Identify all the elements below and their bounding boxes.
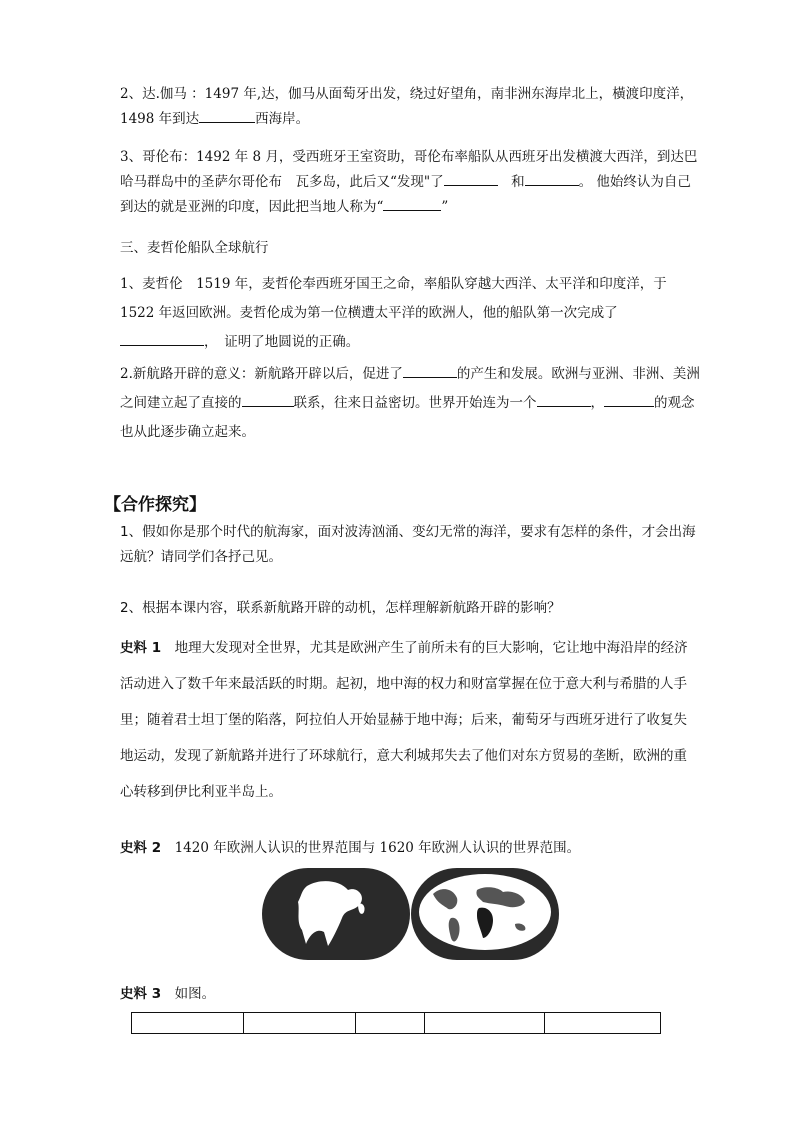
question-1: 1、假如你是那个时代的航海家，面对波涛汹涌、变幻无常的海洋，要求有怎样的条件，才会出海远航？请同学们各抒己见。	[120, 524, 696, 565]
columbus-text-end: ”	[441, 199, 449, 215]
paragraph-columbus	[120, 145, 700, 220]
answer-blank[interactable]	[242, 392, 294, 407]
answer-blank[interactable]	[383, 196, 441, 211]
significance-text-5: 的观念也从此逐步确立起来。	[120, 395, 695, 440]
significance-text: 2.新航路开辟的意义：新航路开辟以后，促进了	[120, 366, 403, 382]
magellan-text-end: ， 证明了地圆说的正确。	[204, 334, 360, 350]
section-title-magellan: 三、麦哲伦船队全球航行	[120, 240, 269, 256]
map-1420-drawing	[262, 868, 410, 960]
magellan-text: 1、麦哲伦 1519 年，麦哲伦奉西班牙国王之命，率船队穿越大西洋、太平洋和印度洋，于 1522 年返回欧洲。麦哲伦成为第一位横遭太平洋的欧洲人，他的船队第一次完成了	[120, 276, 667, 321]
table-cell	[424, 1013, 544, 1034]
question-2: 2、根据本课内容，联系新航路开辟的动机，怎样理解新航路开辟的影响？	[120, 600, 561, 616]
source-1-text: 地理大发现对全世界，尤其是欧洲产生了前所未有的巨大影响，它让地中海沿岸的经济活动进入了数千年来最活跃的时期。起初，地中海的权力和财富掌握在位于意大利与希腊的人手里；随着君士坦丁堡的陷落，阿拉伯人开始显赫于地中海；后来，葡萄牙与西班牙进行了收复失地运动，发现了新航路并进行了环球航行，意大利城邦失去了他们对东方贸易的垄断，欧洲的重心转移到伊比利亚半岛上。	[120, 640, 688, 800]
table-cell	[244, 1013, 356, 1034]
answer-blank[interactable]	[120, 331, 204, 346]
columbus-text-and: 和	[511, 174, 525, 190]
significance-text-3: 联系，往来日益密切。世界开始连为一个	[293, 395, 537, 411]
paragraph-magellan	[120, 270, 700, 357]
source-1	[120, 630, 700, 810]
paragraph-da-gama	[120, 82, 700, 132]
columbus-text-cont: 。 他始终认为自己到达的就是亚洲的印度，因此把当地人称为“	[120, 174, 691, 215]
map-1620-drawing	[411, 868, 559, 960]
source-3-text: 如图。	[174, 986, 216, 1002]
world-map-1620	[411, 868, 559, 960]
source-3-table	[131, 1012, 661, 1034]
da-gama-text-end: 西海岸。	[255, 111, 310, 127]
paragraph-significance	[120, 360, 700, 447]
table-cell	[544, 1013, 660, 1034]
source-3	[120, 984, 700, 1004]
source-2-label: 史料 2	[120, 840, 162, 856]
source-3-label: 史料 3	[120, 986, 162, 1002]
section-heading-cooperative: 【合作探究】	[104, 495, 206, 515]
answer-blank[interactable]	[525, 171, 579, 186]
significance-text-4: ，	[590, 395, 604, 411]
da-gama-text: 2、达.伽马 ：1497 年,达，伽马从面萄牙出发，绕过好望角，南非洲东海岸北上，橫渡印度洋，1498 年到达	[120, 86, 694, 127]
world-map-1420	[262, 868, 410, 960]
answer-blank[interactable]	[537, 392, 591, 407]
answer-blank[interactable]	[444, 171, 498, 186]
answer-blank[interactable]	[604, 392, 654, 407]
source-2	[120, 838, 700, 858]
answer-blank[interactable]	[403, 363, 457, 378]
columbus-text: 3、哥伦布：1492 年 8 月，受西班牙王室资助，哥伦布率船队从西班牙出发横渡大西洋，到达巴哈马群岛中的圣萨尔哥伦布 瓦多岛，此后又“发现"了	[120, 149, 698, 190]
source-2-text: 1420 年欧洲人认识的世界范围与 1620 年欧洲人认识的世界范围。	[174, 840, 581, 856]
source-1-label: 史料 1	[120, 640, 162, 656]
answer-blank[interactable]	[199, 108, 255, 123]
significance-text-2: 的产生和发展。欧洲与亚洲、非洲、美洲之间建立起了直接的	[120, 366, 700, 411]
table-row	[132, 1013, 661, 1034]
table-cell	[356, 1013, 424, 1034]
table-cell	[132, 1013, 244, 1034]
